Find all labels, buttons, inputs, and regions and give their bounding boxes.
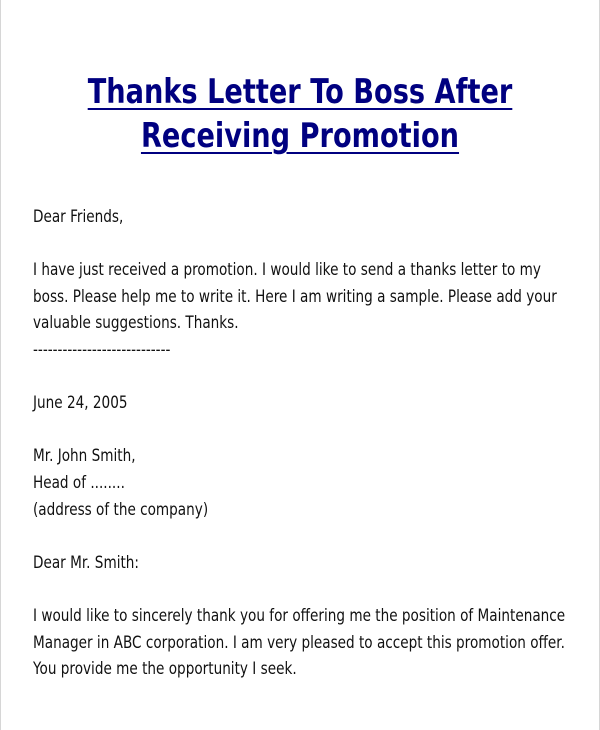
letter-body	[33, 204, 593, 683]
blank-line	[33, 523, 593, 550]
recipient-title: Head of ........	[33, 472, 125, 493]
salutation: Dear Mr. Smith:	[33, 552, 140, 573]
paragraph-line: You provide me the opportunity I seek.	[33, 659, 297, 680]
intro-line: valuable suggestions. Thanks.	[33, 313, 239, 334]
title-line-2: Receiving Promotion	[140, 116, 460, 156]
separator: ----------------------------	[33, 339, 171, 360]
intro-greeting: Dear Friends,	[33, 207, 124, 227]
recipient-address: (address of the company)	[33, 499, 209, 520]
blank-line	[33, 231, 593, 258]
title-line-1: Thanks Letter To Boss After	[87, 72, 513, 112]
intro-line: I have just received a promotion. I would like to send a thanks letter to my	[33, 260, 541, 281]
document-title	[0, 70, 600, 158]
paragraph-line: Manager in ABC corporation. I am very pleased to accept this promotion offer.	[33, 632, 565, 653]
recipient-name: Mr. John Smith,	[33, 446, 136, 467]
blank-line	[33, 417, 593, 444]
paragraph-line: I would like to sincerely thank you for offering me the position of Maintenance	[33, 605, 566, 626]
blank-line	[33, 576, 593, 603]
letter-date: June 24, 2005	[33, 393, 128, 414]
blank-line	[33, 364, 593, 391]
intro-line: boss. Please help me to write it. Here I am writing a sample. Please add your	[33, 286, 557, 307]
